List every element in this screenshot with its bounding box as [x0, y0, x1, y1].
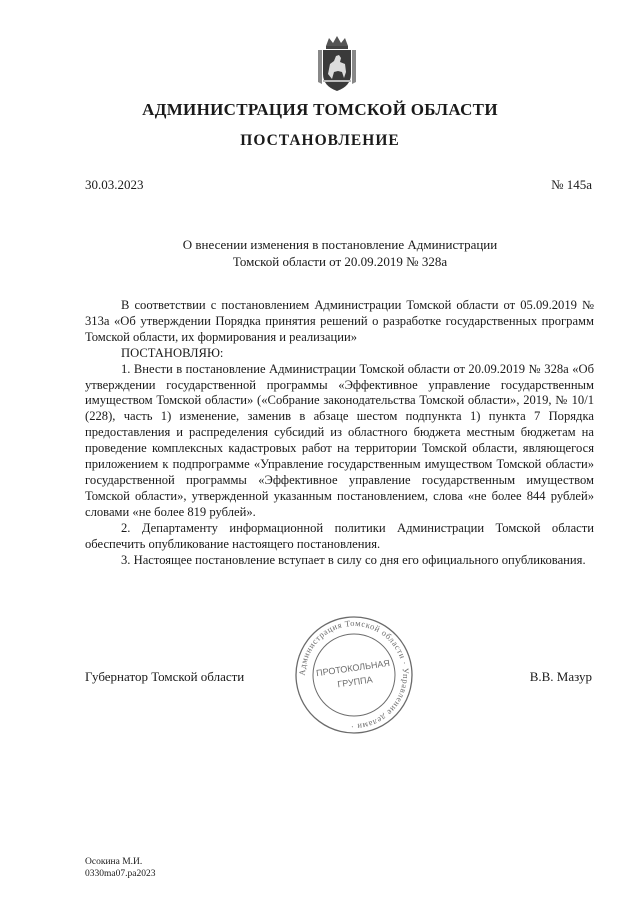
stamp-graphic	[292, 613, 416, 737]
document-type-title: ПОСТАНОВЛЕНИЕ	[240, 132, 400, 149]
subject-line-2: Томской области от 20.09.2019 № 328а	[232, 254, 448, 269]
item-3-paragraph: 3. Настоящее постановление вступает в силу со дня его официального опубликования.	[121, 552, 586, 567]
item-1-paragraph: 1. Внести в постановление Администрации Томской области от 20.09.2019 № 328а «Об утверждении государственной программы «Эффективное управление государственным имуществом Томской области» («Собрание законодательства Томской области», 2019, № 10/1 (228), часть 1) изменение, заменив в абзаце шестом подпункта 1) пункта 7 Порядка предоставления и распределения субсидий из областного бюджета местным бюджетам на проведение комплексных кадастровых работ на территории Томской области, являющегося приложением к подпрограмме «Управление государственным имуществом Томской области» государственной программы «Эффективное управление государственным имуществом Томской области», утвержденной указанным постановлением, слова «не более 844 рублей» словами «не более 819 рублей».	[85, 361, 594, 519]
stamp-ring-text: Администрация Томской области · Управление делами ·	[296, 617, 412, 733]
document-subject	[0, 236, 640, 270]
document-body	[85, 298, 594, 568]
signatory-title: Губернатор Томской области	[85, 669, 245, 684]
document-date: 30.03.2023	[85, 177, 144, 192]
document-number: № 145а	[551, 177, 592, 192]
preamble-paragraph: В соответствии с постановлением Администрации Томской области от 05.09.2019 № 313а «Об утверждении Порядка принятия решений о разработке государственных программ Томской области, их формирования и реализации»	[85, 298, 594, 344]
tomsk-coat-of-arms-icon	[314, 34, 360, 94]
executor-name: Осокина М.И.	[85, 857, 143, 867]
executor-info	[85, 856, 155, 880]
organization-title: АДМИНИСТРАЦИЯ ТОМСКОЙ ОБЛАСТИ	[142, 100, 498, 119]
svg-text:Администрация Томской области	[292, 613, 416, 737]
item-2-paragraph: 2. Департаменту информационной политики Администрации Томской области обеспечить опубликование настоящего постановления.	[85, 520, 594, 551]
stamp-center-line-2: ГРУППА	[336, 674, 374, 690]
executor-code: 0330ma07.pa2023	[85, 869, 156, 879]
protocol-group-stamp	[292, 613, 416, 737]
stamp-center-line-1: ПРОТОКОЛЬНАЯ	[315, 657, 391, 679]
subject-line-1: О внесении изменения в постановление Администрации	[182, 237, 498, 252]
signatory-name: В.В. Мазур	[529, 669, 592, 684]
resolve-heading: ПОСТАНОВЛЯЮ:	[121, 345, 224, 360]
